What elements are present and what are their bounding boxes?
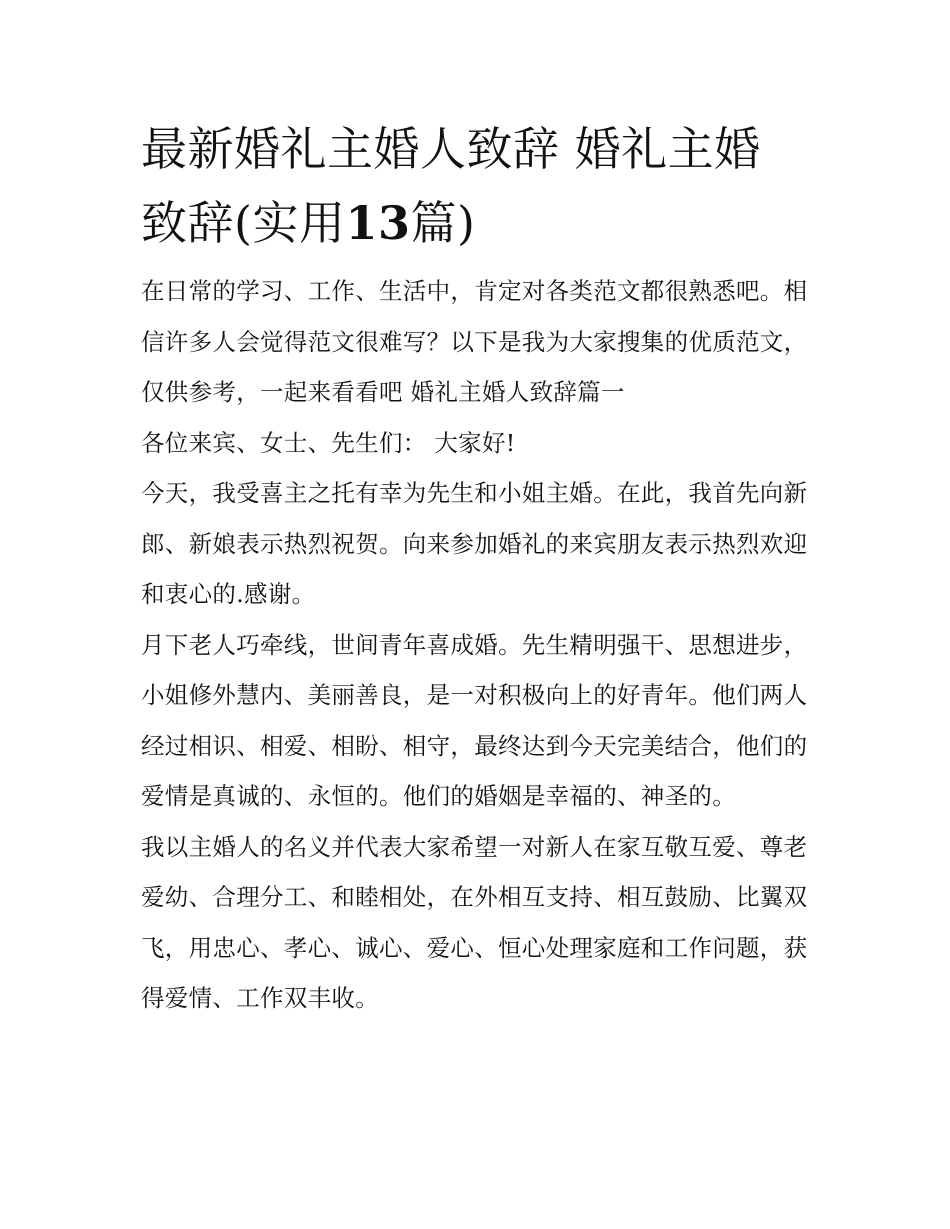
paragraph-intro: 在日常的学习、工作、生活中，肯定对各类范文都很熟悉吧。相信许多人会觉得范文很难写？以下是我为大家搜集的优质范文，仅供参考，一起来看看吧 婚礼主婚人致辞篇一 <box>141 277 808 406</box>
paragraph-couple: 月下老人巧牵线，世间青年喜成婚。先生精明强干、思想进步，小姐修外慧内、美丽善良，是一对积极向上的好青年。他们两人经过相识、相爱、相盼、相守，最终达到今天完美结合，他们的爱情是真诚的、永恒的。他们的婚姻是幸福的、神圣的。 <box>141 630 808 810</box>
document-title <box>141 112 821 260</box>
document-page <box>141 112 821 1024</box>
title-line-1: 最新婚礼主婚人致辞 婚礼主婚 <box>141 122 761 176</box>
paragraph-greeting: 各位来宾、女士、先生们： 大家好! <box>141 428 516 457</box>
title-line-2-number: 13 <box>345 196 411 250</box>
title-line-2-suffix: 篇) <box>410 196 476 250</box>
paragraph-wishes: 我以主婚人的名义并代表大家希望一对新人在家互敬互爱、尊老爱幼、合理分工、和睦相处，在外相互支持、相互鼓励、比翼双飞，用忠心、孝心、诚心、爱心、恒心处理家庭和工作问题，获得爱情、工作双丰收。 <box>141 832 808 1012</box>
title-line-2-prefix: 致辞(实用 <box>141 196 346 250</box>
paragraph-congratulations: 今天，我受喜主之托有幸为先生和小姐主婚。在此，我首先向新郎、新娘表示热烈祝贺。向来参加婚礼的来宾朋友表示热烈欢迎和衷心的.感谢。 <box>141 479 808 608</box>
